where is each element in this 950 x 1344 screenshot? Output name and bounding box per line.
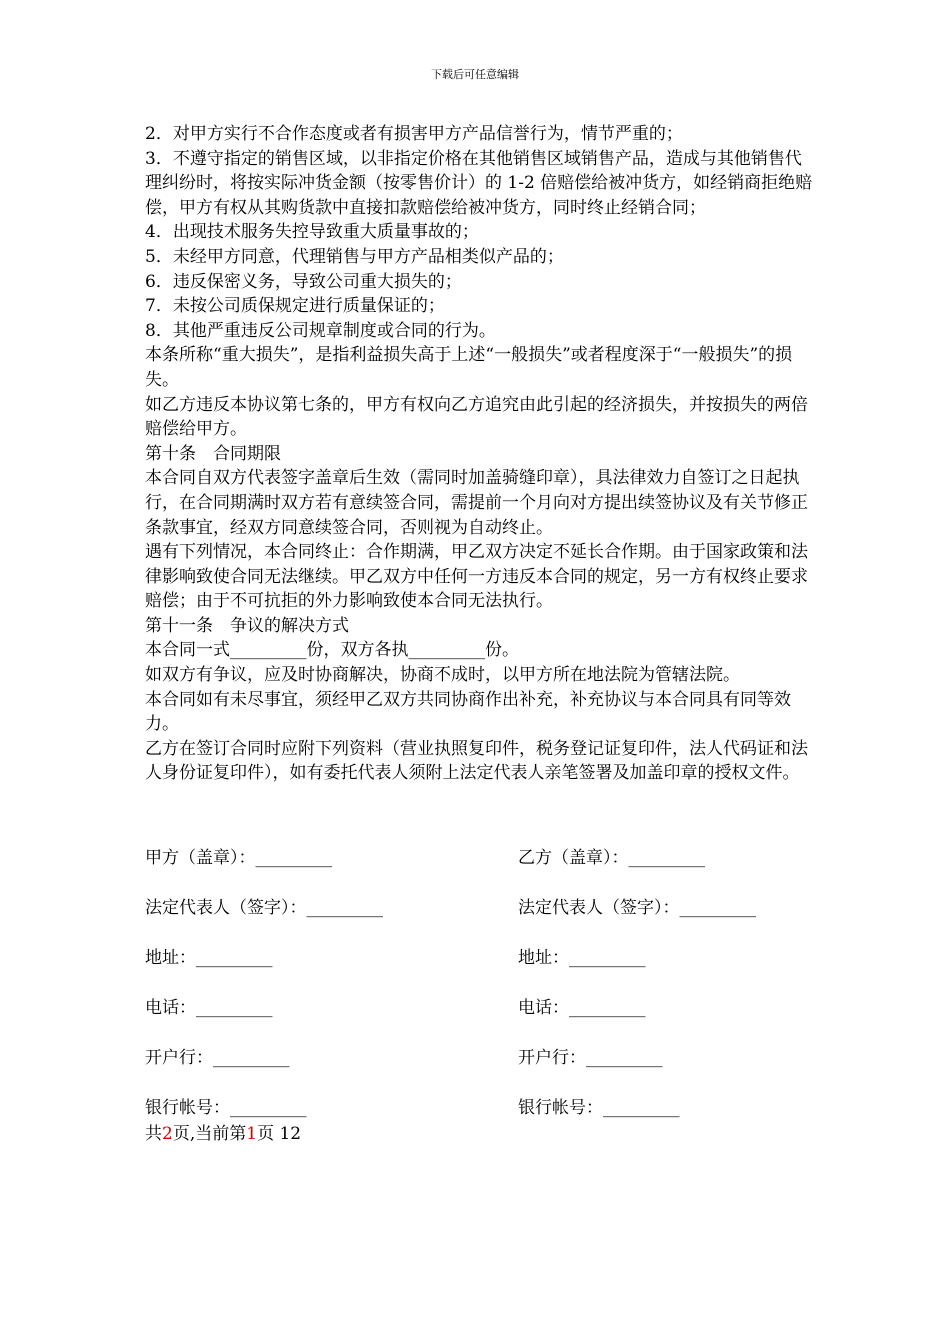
signature-row-bank xyxy=(145,1046,825,1070)
clause-item-3: 3．不遵守指定的销售区域，以非指定价格在其他销售区域销售产品，造成与其他销售代理纠纷时，将按实际冲货金额（按零售价计）的 1-2 倍赔偿给被冲货方，如经销商拒绝赔偿，甲方有权从其购货款中直接扣款赔偿给被冲货方，同时终止经销合同； xyxy=(145,148,813,218)
party-b-representative-field: 法定代表人（签字）：_________ xyxy=(518,898,756,918)
signature-row-account xyxy=(145,1096,825,1120)
clause-item-6: 6．违反保密义务，导致公司重大损失的； xyxy=(145,271,462,292)
termination-paragraph: 遇有下列情况，本合同终止：合作期满，甲乙双方决定不延长合作期。由于国家政策和法律影响致使合同无法继续。甲乙双方中任何一方违反本合同的规定，另一方有权终止要求赔偿；由于不可抗拒的外力影响致使本合同无法执行。 xyxy=(145,542,808,612)
party-b-phone-field: 电话：_________ xyxy=(518,998,646,1018)
party-a-representative-field: 法定代表人（签字）：_________ xyxy=(145,898,383,918)
contract-body xyxy=(145,122,815,786)
party-a-address-field: 地址：_________ xyxy=(145,948,273,968)
page-counter-prefix: 共 xyxy=(145,1124,162,1144)
party-b-account-field: 银行帐号：_________ xyxy=(518,1098,680,1118)
clause-item-2: 2．对甲方实行不合作态度或者有损害甲方产品信誉行为，情节严重的； xyxy=(145,124,683,144)
page-counter xyxy=(145,1122,301,1146)
breach-compensation: 如乙方违反本协议第七条的，甲方有权向乙方追究由此引起的经济损失，并按损失的两倍赔偿给甲方。 xyxy=(145,394,808,440)
contract-term-paragraph: 本合同自双方代表签字盖章后生效（需同时加盖骑缝印章），具法律效力自签订之日起执行，在合同期满时双方若有意续签合同，需提前一个月向对方提出续签协议及有关节修正条款事宜，经双方同意续签合同，否则视为自动终止。 xyxy=(145,468,808,538)
article-11-heading: 第十一条 争议的解决方式 xyxy=(145,615,349,636)
supplement-paragraph: 本合同如有未尽事宜，须经甲乙双方共同协商作出补充，补充协议与本合同具有同等效力。 xyxy=(145,689,791,735)
clause-item-5: 5．未经甲方同意，代理销售与甲方产品相类似产品的； xyxy=(145,246,564,267)
signature-row-address xyxy=(145,946,825,970)
party-b-address-field: 地址：_________ xyxy=(518,948,646,968)
clause-item-7: 7．未按公司质保规定进行质量保证的； xyxy=(145,296,445,317)
clause-item-4: 4．出现技术服务失控导致重大质量事故的； xyxy=(145,222,479,243)
party-a-seal-field: 甲方（盖章）：_________ xyxy=(145,848,332,868)
current-page: 1 xyxy=(246,1124,258,1144)
major-loss-definition: 本条所称“重大损失”，是指利益损失高于上述“一般损失”或者程度深于“一般损失”的损失。 xyxy=(145,345,793,390)
copies-paragraph: 本合同一式_________份，双方各执_________份。 xyxy=(145,640,519,661)
article-10-heading: 第十条 合同期限 xyxy=(145,443,281,464)
dispute-paragraph: 如双方有争议，应及时协商解决，协商不成时，以甲方所在地法院为管辖法院。 xyxy=(145,665,740,686)
party-a-bank-field: 开户行：_________ xyxy=(145,1048,290,1068)
signature-row-phone xyxy=(145,996,825,1020)
page-counter-suffix: 页 12 xyxy=(257,1124,302,1144)
party-a-account-field: 银行帐号：_________ xyxy=(145,1098,307,1118)
page-header: 下载后可任意编辑 xyxy=(431,68,519,81)
documents-paragraph: 乙方在签订合同时应附下列资料（营业执照复印件，税务登记证复印件，法人代码证和法人身份证复印件），如有委托代表人须附上法定代表人亲笔签署及加盖印章的授权文件。 xyxy=(145,738,808,784)
total-pages: 2 xyxy=(162,1124,173,1144)
page-counter-middle: 页,当前第 xyxy=(172,1124,247,1144)
signature-row-representative xyxy=(145,896,825,920)
clause-item-8: 8．其他严重违反公司规章制度或合同的行为。 xyxy=(145,320,496,341)
signature-row-seal xyxy=(145,846,825,870)
party-b-seal-field: 乙方（盖章）：_________ xyxy=(518,848,705,868)
party-b-bank-field: 开户行：_________ xyxy=(518,1048,663,1068)
party-a-phone-field: 电话：_________ xyxy=(145,998,273,1018)
